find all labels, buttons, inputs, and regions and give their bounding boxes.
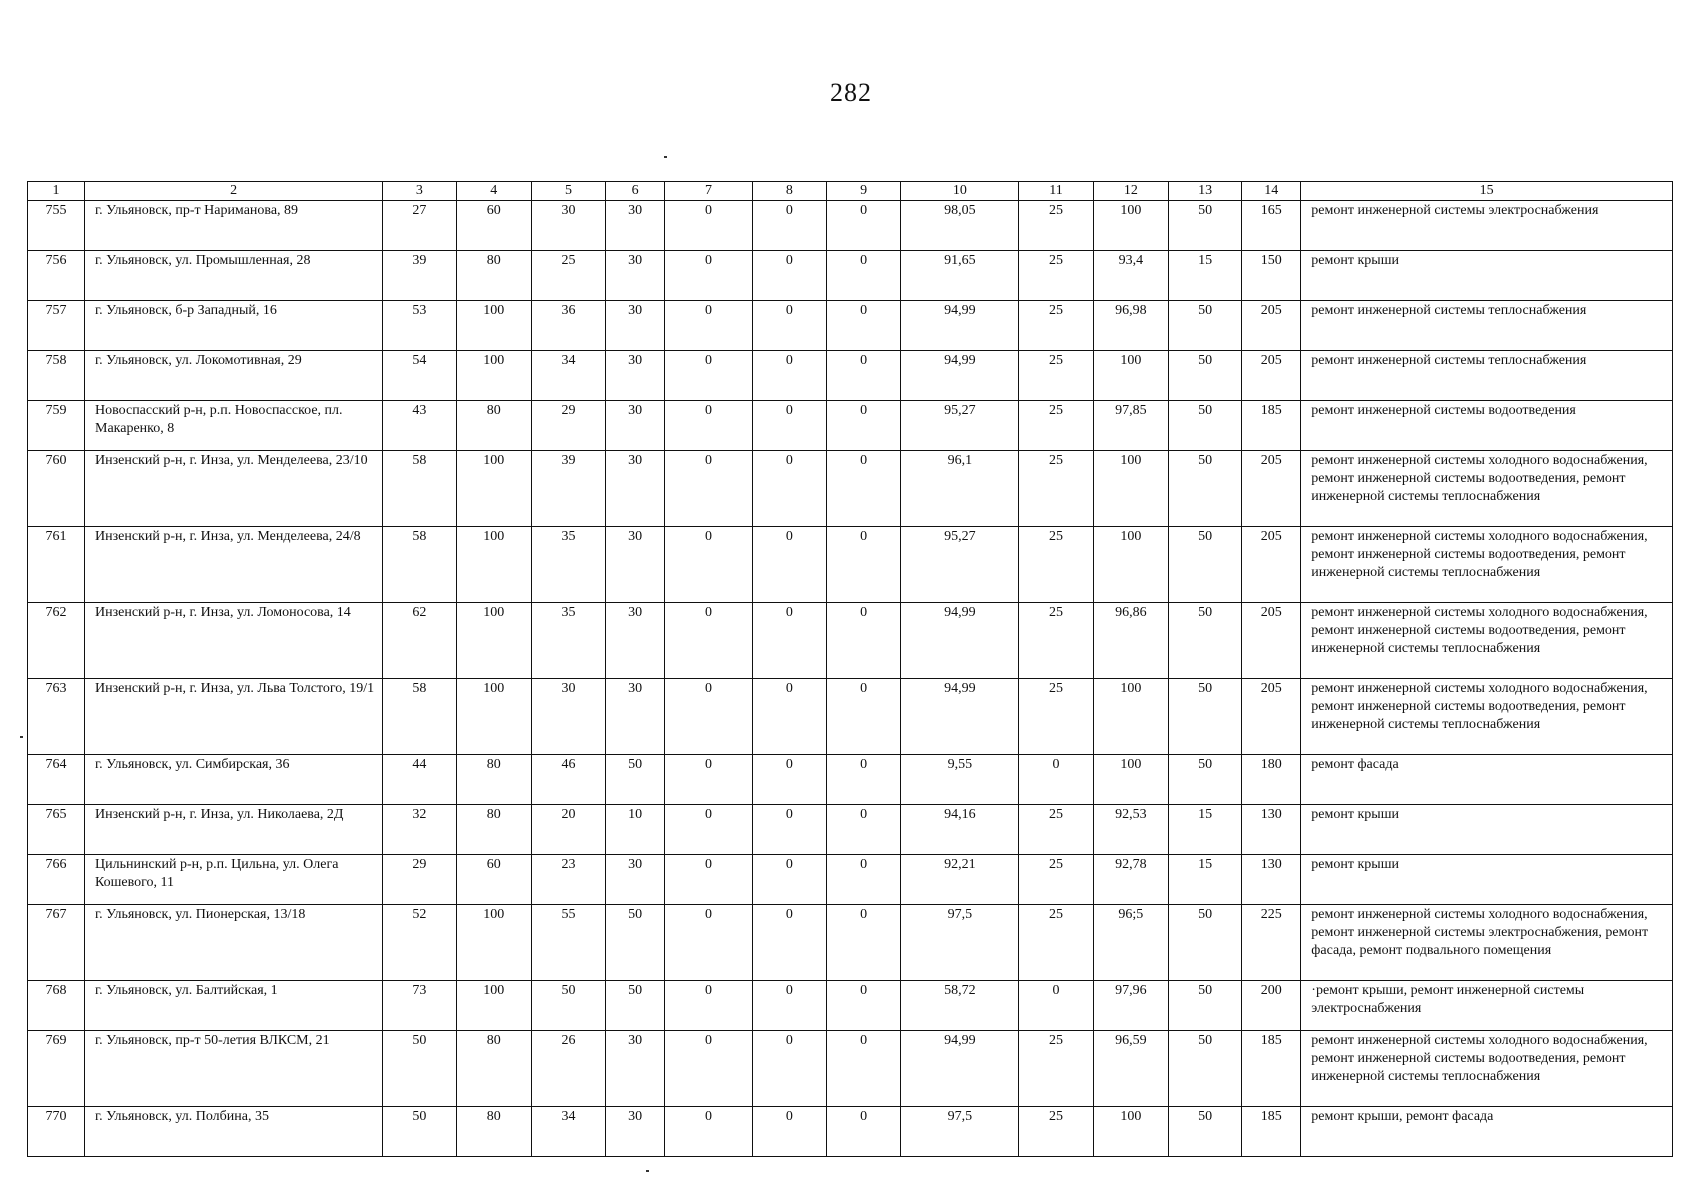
address-cell: Новоспасский р-н, р.п. Новоспасское, пл. Макаренко, 8 xyxy=(85,401,383,451)
value-cell-col-10: 98,05 xyxy=(901,201,1019,251)
value-cell-col-6: 30 xyxy=(606,401,665,451)
value-cell-col-6: 30 xyxy=(606,451,665,527)
value-cell-col-4: 80 xyxy=(456,1031,531,1107)
row-number-cell: 767 xyxy=(28,905,85,981)
table-row xyxy=(28,981,1673,1031)
address-cell: Инзенский р-н, г. Инза, ул. Льва Толстого, 19/1 xyxy=(85,679,383,755)
work-type-cell: ремонт инженерной системы теплоснабжения xyxy=(1301,301,1673,351)
work-type-cell: ремонт инженерной системы холодного водоснабжения, ремонт инженерной системы водоотведения, ремонт инженерной системы теплоснабжения xyxy=(1301,451,1673,527)
value-cell-col-13: 50 xyxy=(1168,755,1241,805)
value-cell-col-6: 50 xyxy=(606,755,665,805)
value-cell-col-13: 50 xyxy=(1168,451,1241,527)
value-cell-col-9: 0 xyxy=(827,401,901,451)
value-cell-col-3: 50 xyxy=(383,1031,456,1107)
value-cell-col-12: 96,86 xyxy=(1093,603,1168,679)
value-cell-col-3: 58 xyxy=(383,527,456,603)
value-cell-col-12: 92,53 xyxy=(1093,805,1168,855)
value-cell-col-5: 50 xyxy=(531,981,605,1031)
value-cell-col-5: 35 xyxy=(531,603,605,679)
value-cell-col-9: 0 xyxy=(827,451,901,527)
value-cell-col-4: 100 xyxy=(456,527,531,603)
value-cell-col-6: 30 xyxy=(606,351,665,401)
value-cell-col-5: 39 xyxy=(531,451,605,527)
address-cell: Инзенский р-н, г. Инза, ул. Николаева, 2Д xyxy=(85,805,383,855)
address-cell: Инзенский р-н, г. Инза, ул. Менделеева, 23/10 xyxy=(85,451,383,527)
row-number-cell: 768 xyxy=(28,981,85,1031)
value-cell-col-12: 100 xyxy=(1093,451,1168,527)
value-cell-col-13: 15 xyxy=(1168,805,1241,855)
value-cell-col-10: 94,99 xyxy=(901,351,1019,401)
column-header-13: 13 xyxy=(1168,182,1241,201)
column-header-11: 11 xyxy=(1019,182,1093,201)
value-cell-col-6: 30 xyxy=(606,679,665,755)
value-cell-col-12: 96;5 xyxy=(1093,905,1168,981)
column-header-14: 14 xyxy=(1242,182,1301,201)
value-cell-col-7: 0 xyxy=(665,201,753,251)
address-cell: г. Ульяновск, пр-т 50-летия ВЛКСМ, 21 xyxy=(85,1031,383,1107)
value-cell-col-11: 0 xyxy=(1019,755,1093,805)
value-cell-col-5: 34 xyxy=(531,1107,605,1157)
value-cell-col-5: 35 xyxy=(531,527,605,603)
value-cell-col-10: 94,99 xyxy=(901,679,1019,755)
value-cell-col-13: 50 xyxy=(1168,201,1241,251)
table-row xyxy=(28,905,1673,981)
work-type-cell: ремонт инженерной системы электроснабжения xyxy=(1301,201,1673,251)
value-cell-col-3: 73 xyxy=(383,981,456,1031)
address-cell: г. Ульяновск, ул. Пионерская, 13/18 xyxy=(85,905,383,981)
value-cell-col-4: 100 xyxy=(456,351,531,401)
value-cell-col-14: 225 xyxy=(1242,905,1301,981)
value-cell-col-4: 100 xyxy=(456,905,531,981)
value-cell-col-9: 0 xyxy=(827,201,901,251)
value-cell-col-7: 0 xyxy=(665,855,753,905)
value-cell-col-13: 50 xyxy=(1168,603,1241,679)
value-cell-col-14: 185 xyxy=(1242,1031,1301,1107)
value-cell-col-11: 25 xyxy=(1019,855,1093,905)
value-cell-col-5: 36 xyxy=(531,301,605,351)
value-cell-col-7: 0 xyxy=(665,905,753,981)
work-type-cell: ремонт крыши xyxy=(1301,855,1673,905)
value-cell-col-4: 100 xyxy=(456,451,531,527)
scan-speck xyxy=(664,156,667,158)
value-cell-col-11: 0 xyxy=(1019,981,1093,1031)
value-cell-col-12: 92,78 xyxy=(1093,855,1168,905)
table-row xyxy=(28,451,1673,527)
work-type-cell: ремонт инженерной системы водоотведения xyxy=(1301,401,1673,451)
value-cell-col-10: 97,5 xyxy=(901,1107,1019,1157)
row-number-cell: 758 xyxy=(28,351,85,401)
value-cell-col-14: 180 xyxy=(1242,755,1301,805)
value-cell-col-8: 0 xyxy=(752,1031,826,1107)
value-cell-col-6: 30 xyxy=(606,855,665,905)
scan-speck xyxy=(646,1170,649,1172)
value-cell-col-11: 25 xyxy=(1019,527,1093,603)
value-cell-col-3: 39 xyxy=(383,251,456,301)
value-cell-col-13: 50 xyxy=(1168,527,1241,603)
value-cell-col-7: 0 xyxy=(665,527,753,603)
value-cell-col-14: 205 xyxy=(1242,679,1301,755)
column-header-9: 9 xyxy=(827,182,901,201)
value-cell-col-8: 0 xyxy=(752,755,826,805)
work-type-cell: ·ремонт крыши, ремонт инженерной системы электроснабжения xyxy=(1301,981,1673,1031)
value-cell-col-5: 26 xyxy=(531,1031,605,1107)
value-cell-col-10: 9,55 xyxy=(901,755,1019,805)
value-cell-col-6: 30 xyxy=(606,1107,665,1157)
scan-speck xyxy=(20,736,23,738)
value-cell-col-14: 185 xyxy=(1242,401,1301,451)
value-cell-col-8: 0 xyxy=(752,527,826,603)
value-cell-col-3: 29 xyxy=(383,855,456,905)
value-cell-col-11: 25 xyxy=(1019,401,1093,451)
address-cell: г. Ульяновск, ул. Балтийская, 1 xyxy=(85,981,383,1031)
table-row xyxy=(28,1031,1673,1107)
row-number-cell: 756 xyxy=(28,251,85,301)
value-cell-col-14: 205 xyxy=(1242,351,1301,401)
value-cell-col-11: 25 xyxy=(1019,905,1093,981)
value-cell-col-5: 23 xyxy=(531,855,605,905)
value-cell-col-4: 80 xyxy=(456,251,531,301)
value-cell-col-4: 100 xyxy=(456,679,531,755)
value-cell-col-8: 0 xyxy=(752,905,826,981)
value-cell-col-13: 50 xyxy=(1168,401,1241,451)
value-cell-col-11: 25 xyxy=(1019,1031,1093,1107)
value-cell-col-9: 0 xyxy=(827,1107,901,1157)
table-body xyxy=(28,201,1673,1157)
row-number-cell: 765 xyxy=(28,805,85,855)
table-row xyxy=(28,1107,1673,1157)
value-cell-col-14: 130 xyxy=(1242,805,1301,855)
value-cell-col-11: 25 xyxy=(1019,201,1093,251)
work-type-cell: ремонт инженерной системы холодного водоснабжения, ремонт инженерной системы электроснабжения, ремонт фасада, ремонт подвального помещения xyxy=(1301,905,1673,981)
value-cell-col-12: 100 xyxy=(1093,351,1168,401)
work-type-cell: ремонт инженерной системы холодного водоснабжения, ремонт инженерной системы водоотведения, ремонт инженерной системы теплоснабжения xyxy=(1301,603,1673,679)
value-cell-col-12: 100 xyxy=(1093,679,1168,755)
value-cell-col-3: 58 xyxy=(383,451,456,527)
value-cell-col-8: 0 xyxy=(752,351,826,401)
column-header-5: 5 xyxy=(531,182,605,201)
address-cell: г. Ульяновск, ул. Полбина, 35 xyxy=(85,1107,383,1157)
value-cell-col-3: 43 xyxy=(383,401,456,451)
value-cell-col-5: 29 xyxy=(531,401,605,451)
value-cell-col-4: 80 xyxy=(456,401,531,451)
value-cell-col-12: 100 xyxy=(1093,755,1168,805)
value-cell-col-9: 0 xyxy=(827,805,901,855)
work-type-cell: ремонт инженерной системы холодного водоснабжения, ремонт инженерной системы водоотведения, ремонт инженерной системы теплоснабжения xyxy=(1301,1031,1673,1107)
value-cell-col-9: 0 xyxy=(827,527,901,603)
row-number-cell: 766 xyxy=(28,855,85,905)
address-cell: г. Ульяновск, ул. Промышленная, 28 xyxy=(85,251,383,301)
value-cell-col-3: 44 xyxy=(383,755,456,805)
address-cell: Цильнинский р-н, р.п. Цильна, ул. Олега Кошевого, 11 xyxy=(85,855,383,905)
column-header-1: 1 xyxy=(28,182,85,201)
value-cell-col-10: 94,16 xyxy=(901,805,1019,855)
column-header-2: 2 xyxy=(85,182,383,201)
work-type-cell: ремонт фасада xyxy=(1301,755,1673,805)
value-cell-col-10: 96,1 xyxy=(901,451,1019,527)
value-cell-col-3: 52 xyxy=(383,905,456,981)
value-cell-col-14: 165 xyxy=(1242,201,1301,251)
value-cell-col-8: 0 xyxy=(752,201,826,251)
value-cell-col-8: 0 xyxy=(752,981,826,1031)
value-cell-col-10: 94,99 xyxy=(901,301,1019,351)
value-cell-col-9: 0 xyxy=(827,679,901,755)
value-cell-col-7: 0 xyxy=(665,401,753,451)
value-cell-col-7: 0 xyxy=(665,451,753,527)
value-cell-col-12: 96,98 xyxy=(1093,301,1168,351)
value-cell-col-4: 100 xyxy=(456,603,531,679)
table-row xyxy=(28,855,1673,905)
value-cell-col-9: 0 xyxy=(827,351,901,401)
row-number-cell: 770 xyxy=(28,1107,85,1157)
table-row xyxy=(28,755,1673,805)
value-cell-col-8: 0 xyxy=(752,301,826,351)
value-cell-col-13: 50 xyxy=(1168,905,1241,981)
value-cell-col-6: 30 xyxy=(606,251,665,301)
address-cell: г. Ульяновск, пр-т Нариманова, 89 xyxy=(85,201,383,251)
value-cell-col-7: 0 xyxy=(665,351,753,401)
value-cell-col-11: 25 xyxy=(1019,805,1093,855)
value-cell-col-9: 0 xyxy=(827,905,901,981)
value-cell-col-7: 0 xyxy=(665,805,753,855)
row-number-cell: 757 xyxy=(28,301,85,351)
column-header-8: 8 xyxy=(752,182,826,201)
row-number-cell: 762 xyxy=(28,603,85,679)
value-cell-col-12: 100 xyxy=(1093,527,1168,603)
value-cell-col-10: 92,21 xyxy=(901,855,1019,905)
value-cell-col-7: 0 xyxy=(665,603,753,679)
value-cell-col-5: 46 xyxy=(531,755,605,805)
value-cell-col-9: 0 xyxy=(827,855,901,905)
value-cell-col-5: 34 xyxy=(531,351,605,401)
value-cell-col-4: 100 xyxy=(456,981,531,1031)
work-type-cell: ремонт инженерной системы теплоснабжения xyxy=(1301,351,1673,401)
value-cell-col-12: 96,59 xyxy=(1093,1031,1168,1107)
value-cell-col-14: 205 xyxy=(1242,301,1301,351)
value-cell-col-14: 205 xyxy=(1242,451,1301,527)
value-cell-col-8: 0 xyxy=(752,451,826,527)
value-cell-col-8: 0 xyxy=(752,401,826,451)
value-cell-col-9: 0 xyxy=(827,301,901,351)
value-cell-col-8: 0 xyxy=(752,679,826,755)
value-cell-col-13: 50 xyxy=(1168,301,1241,351)
value-cell-col-10: 94,99 xyxy=(901,603,1019,679)
value-cell-col-7: 0 xyxy=(665,755,753,805)
column-header-3: 3 xyxy=(383,182,456,201)
value-cell-col-14: 130 xyxy=(1242,855,1301,905)
value-cell-col-11: 25 xyxy=(1019,301,1093,351)
value-cell-col-7: 0 xyxy=(665,251,753,301)
value-cell-col-10: 58,72 xyxy=(901,981,1019,1031)
value-cell-col-6: 50 xyxy=(606,905,665,981)
table-row xyxy=(28,603,1673,679)
value-cell-col-13: 50 xyxy=(1168,679,1241,755)
value-cell-col-14: 150 xyxy=(1242,251,1301,301)
address-cell: Инзенский р-н, г. Инза, ул. Менделеева, 24/8 xyxy=(85,527,383,603)
value-cell-col-7: 0 xyxy=(665,301,753,351)
value-cell-col-13: 15 xyxy=(1168,251,1241,301)
table-row xyxy=(28,351,1673,401)
value-cell-col-8: 0 xyxy=(752,855,826,905)
value-cell-col-10: 97,5 xyxy=(901,905,1019,981)
value-cell-col-8: 0 xyxy=(752,1107,826,1157)
value-cell-col-3: 32 xyxy=(383,805,456,855)
value-cell-col-14: 205 xyxy=(1242,527,1301,603)
value-cell-col-10: 94,99 xyxy=(901,1031,1019,1107)
work-type-cell: ремонт инженерной системы холодного водоснабжения, ремонт инженерной системы водоотведения, ремонт инженерной системы теплоснабжения xyxy=(1301,679,1673,755)
value-cell-col-10: 91,65 xyxy=(901,251,1019,301)
value-cell-col-11: 25 xyxy=(1019,351,1093,401)
value-cell-col-4: 60 xyxy=(456,855,531,905)
value-cell-col-14: 200 xyxy=(1242,981,1301,1031)
column-header-10: 10 xyxy=(901,182,1019,201)
row-number-cell: 759 xyxy=(28,401,85,451)
value-cell-col-4: 80 xyxy=(456,755,531,805)
value-cell-col-13: 50 xyxy=(1168,981,1241,1031)
data-table xyxy=(27,181,1673,1157)
value-cell-col-5: 30 xyxy=(531,679,605,755)
value-cell-col-4: 80 xyxy=(456,805,531,855)
value-cell-col-11: 25 xyxy=(1019,1107,1093,1157)
value-cell-col-6: 30 xyxy=(606,527,665,603)
column-header-7: 7 xyxy=(665,182,753,201)
address-cell: г. Ульяновск, ул. Симбирская, 36 xyxy=(85,755,383,805)
value-cell-col-14: 185 xyxy=(1242,1107,1301,1157)
table-row xyxy=(28,679,1673,755)
value-cell-col-6: 10 xyxy=(606,805,665,855)
value-cell-col-3: 53 xyxy=(383,301,456,351)
table-row xyxy=(28,527,1673,603)
table-row xyxy=(28,301,1673,351)
row-number-cell: 761 xyxy=(28,527,85,603)
value-cell-col-3: 54 xyxy=(383,351,456,401)
table-row xyxy=(28,251,1673,301)
value-cell-col-12: 97,85 xyxy=(1093,401,1168,451)
value-cell-col-12: 100 xyxy=(1093,201,1168,251)
row-number-cell: 755 xyxy=(28,201,85,251)
value-cell-col-9: 0 xyxy=(827,981,901,1031)
value-cell-col-9: 0 xyxy=(827,755,901,805)
value-cell-col-3: 58 xyxy=(383,679,456,755)
address-cell: г. Ульяновск, б-р Западный, 16 xyxy=(85,301,383,351)
value-cell-col-12: 93,4 xyxy=(1093,251,1168,301)
value-cell-col-12: 97,96 xyxy=(1093,981,1168,1031)
row-number-cell: 769 xyxy=(28,1031,85,1107)
value-cell-col-9: 0 xyxy=(827,1031,901,1107)
column-header-12: 12 xyxy=(1093,182,1168,201)
row-number-cell: 764 xyxy=(28,755,85,805)
work-type-cell: ремонт инженерной системы холодного водоснабжения, ремонт инженерной системы водоотведения, ремонт инженерной системы теплоснабжения xyxy=(1301,527,1673,603)
value-cell-col-13: 50 xyxy=(1168,1031,1241,1107)
value-cell-col-11: 25 xyxy=(1019,679,1093,755)
value-cell-col-4: 100 xyxy=(456,301,531,351)
value-cell-col-3: 62 xyxy=(383,603,456,679)
value-cell-col-6: 50 xyxy=(606,981,665,1031)
value-cell-col-7: 0 xyxy=(665,1107,753,1157)
value-cell-col-5: 20 xyxy=(531,805,605,855)
value-cell-col-5: 25 xyxy=(531,251,605,301)
value-cell-col-11: 25 xyxy=(1019,603,1093,679)
table-row xyxy=(28,805,1673,855)
value-cell-col-8: 0 xyxy=(752,251,826,301)
value-cell-col-9: 0 xyxy=(827,603,901,679)
value-cell-col-10: 95,27 xyxy=(901,527,1019,603)
value-cell-col-7: 0 xyxy=(665,679,753,755)
value-cell-col-6: 30 xyxy=(606,201,665,251)
value-cell-col-6: 30 xyxy=(606,301,665,351)
value-cell-col-14: 205 xyxy=(1242,603,1301,679)
value-cell-col-8: 0 xyxy=(752,805,826,855)
value-cell-col-4: 60 xyxy=(456,201,531,251)
value-cell-col-5: 55 xyxy=(531,905,605,981)
row-number-cell: 763 xyxy=(28,679,85,755)
value-cell-col-5: 30 xyxy=(531,201,605,251)
value-cell-col-11: 25 xyxy=(1019,251,1093,301)
row-number-cell: 760 xyxy=(28,451,85,527)
column-header-6: 6 xyxy=(606,182,665,201)
value-cell-col-7: 0 xyxy=(665,981,753,1031)
table-header-row xyxy=(28,182,1673,201)
column-header-4: 4 xyxy=(456,182,531,201)
value-cell-col-10: 95,27 xyxy=(901,401,1019,451)
value-cell-col-7: 0 xyxy=(665,1031,753,1107)
value-cell-col-11: 25 xyxy=(1019,451,1093,527)
value-cell-col-6: 30 xyxy=(606,1031,665,1107)
value-cell-col-13: 50 xyxy=(1168,1107,1241,1157)
value-cell-col-13: 15 xyxy=(1168,855,1241,905)
table-row xyxy=(28,201,1673,251)
work-type-cell: ремонт крыши xyxy=(1301,805,1673,855)
value-cell-col-4: 80 xyxy=(456,1107,531,1157)
page-number: 282 xyxy=(830,78,872,107)
value-cell-col-12: 100 xyxy=(1093,1107,1168,1157)
value-cell-col-13: 50 xyxy=(1168,351,1241,401)
work-type-cell: ремонт крыши xyxy=(1301,251,1673,301)
value-cell-col-8: 0 xyxy=(752,603,826,679)
address-cell: г. Ульяновск, ул. Локомотивная, 29 xyxy=(85,351,383,401)
address-cell: Инзенский р-н, г. Инза, ул. Ломоносова, 14 xyxy=(85,603,383,679)
value-cell-col-6: 30 xyxy=(606,603,665,679)
value-cell-col-3: 50 xyxy=(383,1107,456,1157)
table-row xyxy=(28,401,1673,451)
column-header-15: 15 xyxy=(1301,182,1673,201)
value-cell-col-3: 27 xyxy=(383,201,456,251)
value-cell-col-9: 0 xyxy=(827,251,901,301)
work-type-cell: ремонт крыши, ремонт фасада xyxy=(1301,1107,1673,1157)
